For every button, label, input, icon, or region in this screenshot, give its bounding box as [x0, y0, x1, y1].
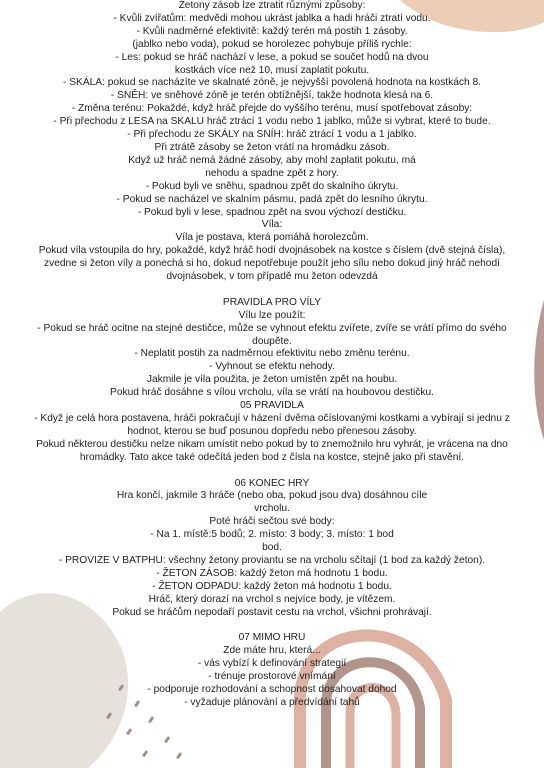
text-line: - Pokud se hráč ocitne na stejné destičce, může se vyhnout efektu zvířete, zvíře se vrátí přímo do svého [37, 322, 507, 334]
section-fairy-rules [0, 297, 544, 465]
text-line: Víla: [261, 219, 283, 231]
text-line: hromádky. Tato akce také odečítá jeden bod z čísla na kostce, stejně jako při stavění. [79, 451, 465, 463]
section-end-of-game [0, 478, 544, 620]
section-beyond-game [0, 632, 544, 709]
section-heading: 06 KONEC HRY [234, 477, 310, 489]
text-line: Víla je postava, která pomáhá horolezcům. [175, 232, 369, 244]
text-line: bod. [262, 542, 282, 554]
text-line: - Když je celá hora postavena, hráči pokračují v házení dvěma očíslovanými kostkami a vybírají si jednu z [34, 412, 510, 424]
text-line: Žetony zásob lze ztratit různými způsoby: [178, 0, 366, 11]
text-line: kostkách více než 10, musí zaplatit pokutu. [174, 64, 370, 76]
section-heading: 05 PRAVIDLA [240, 400, 304, 412]
text-line: - trénuje prostorové vnímání [208, 671, 336, 683]
spacer [0, 465, 544, 478]
text-line: nehodu a spadne zpět z hory. [205, 167, 339, 179]
text-line: - Při přechodu ze SKÁLY na SNÍH: hráč ztrácí 1 vodu a 1 jablko. [127, 129, 417, 141]
text-line: - ŽETON ZÁSOB: každý žeton má hodnotu 1 bodu. [156, 567, 388, 579]
text-line: dvojnásobek, v tom případě mu žeton odevzdá [166, 271, 378, 283]
section-heading: PRAVIDLA PRO VÍLY [222, 296, 322, 308]
text-line: Pokud se hráčům nepodaří postavit cestu na vrchol, všichni prohrávají. [112, 606, 432, 618]
text-line: - Na 1. místě:5 bodů; 2. místo: 3 body; 3. místo: 1 bod [150, 529, 394, 541]
text-line: - PROVIZE V BATPHU: všechny žetony proviantu se na vrcholu sčítají (1 bod za každý žeton). [58, 554, 486, 566]
text-line: Vílu lze použít: [238, 309, 306, 321]
text-line: zvedne si žeton víly a ponechá si ho, dokud nepotřebuje použít jeho sílu nebo dokud jiný hráč nehodí [44, 258, 500, 270]
text-line: Při ztrátě zásoby se žeton vrátí na hromádku zásob. [154, 141, 390, 153]
text-line: - Pokud se nacházel ve skalním pásmu, padá zpět do lesního úkrytu. [116, 193, 428, 205]
text-line: Pokud víla vstoupila do hry, pokaždé, když hráč hodí dvojnásobek na kostce s číslem (dvě stejná čísla), [38, 245, 506, 257]
section-supplies [0, 0, 544, 284]
spacer [0, 619, 544, 632]
text-line: vrcholu. [254, 503, 290, 515]
text-line: Hráč, který dorazí na vrchol s nejvíce body, je vítězem. [148, 593, 396, 605]
text-line: - Změna terénu: Pokaždé, když hráč přejde do vyššího terénu, musí spotřebovat zásoby: [71, 103, 473, 115]
text-line: Poté hráči sečtou své body: [209, 516, 335, 528]
text-line: - podporuje rozhodování a schopnost dosahovat dohod [147, 683, 397, 695]
text-line: Pokud některou destičku nelze nikam umístit nebo pokud by to znemožnilo hru vyhrát, je vrácena na dno [36, 438, 508, 450]
text-line: - Kvůli nadměrné efektivitě: každý terén má postih 1 zásoby. [136, 25, 408, 37]
text-line: Hra končí, jakmile 3 hráče (nebo oba, pokud jsou dva) dosáhnou cíle [116, 490, 428, 502]
text-line: Jakmile je víla použita, je žeton umístěn zpět na houbu. [146, 374, 398, 386]
text-line: hodnot, kterou se buď posunou dopředu nebo přenesou zásoby. [127, 425, 417, 437]
text-line: Zde máte hru, která... [223, 645, 321, 657]
text-line: Pokud hráč dosáhne s vílou vrcholu, víla se vrátí na houbovou destičku. [110, 387, 434, 399]
section-heading: 07 MIMO HRU [238, 632, 306, 644]
text-line: - Neplatit postih za nadměrnou efektivitu nebo změnu terénu. [134, 348, 410, 360]
text-line: - SKÁLA: pokud se nacházíte ve skalnaté zóně, je nejvyšší povolená hodnota na kostkách 8. [63, 77, 481, 89]
spacer [0, 284, 544, 297]
text-line: doupěte. [252, 335, 292, 347]
text-line: - Pokud byli ve sněhu, spadnou zpět do skalního úkrytu. [145, 180, 399, 192]
text-line: - Kvůli zvířatům: medvědi mohou ukrást jablka a hadi hráči ztratí vodu. [113, 12, 431, 24]
text-line: - ŽETON ODPADU: každý žeton má hodnotu 1 bodu. [152, 580, 392, 592]
text-line: Když už hráč nemá žádné zásoby, aby mohl zaplatit pokutu, má [128, 154, 416, 166]
text-line: - Les: pokud se hráč nachází v lese, a pokud se součet hodů na dvou [115, 51, 429, 63]
text-line: - vyžaduje plánování a předvídání tahů [184, 696, 360, 708]
text-line: - Vyhnout se efektu nehody. [209, 361, 335, 373]
text-line: - vás vybízí k definování strategií [197, 658, 347, 670]
text-line: - Při přechodu z LESA na SKALU hráč ztrácí 1 vodu nebo 1 jablko, může si vybrat, které to bude. [53, 116, 491, 128]
text-line: - SNĚH: ve sněhové zóně je terén obtížnější, takže hodnota klesá na 6. [110, 90, 434, 102]
text-line: (jablko nebo voda), pokud se horolezec pohybuje příliš rychle: [132, 38, 412, 50]
text-line: - Pokud byli v lese, spadnou zpět na svou výchozí destičku. [137, 206, 407, 218]
